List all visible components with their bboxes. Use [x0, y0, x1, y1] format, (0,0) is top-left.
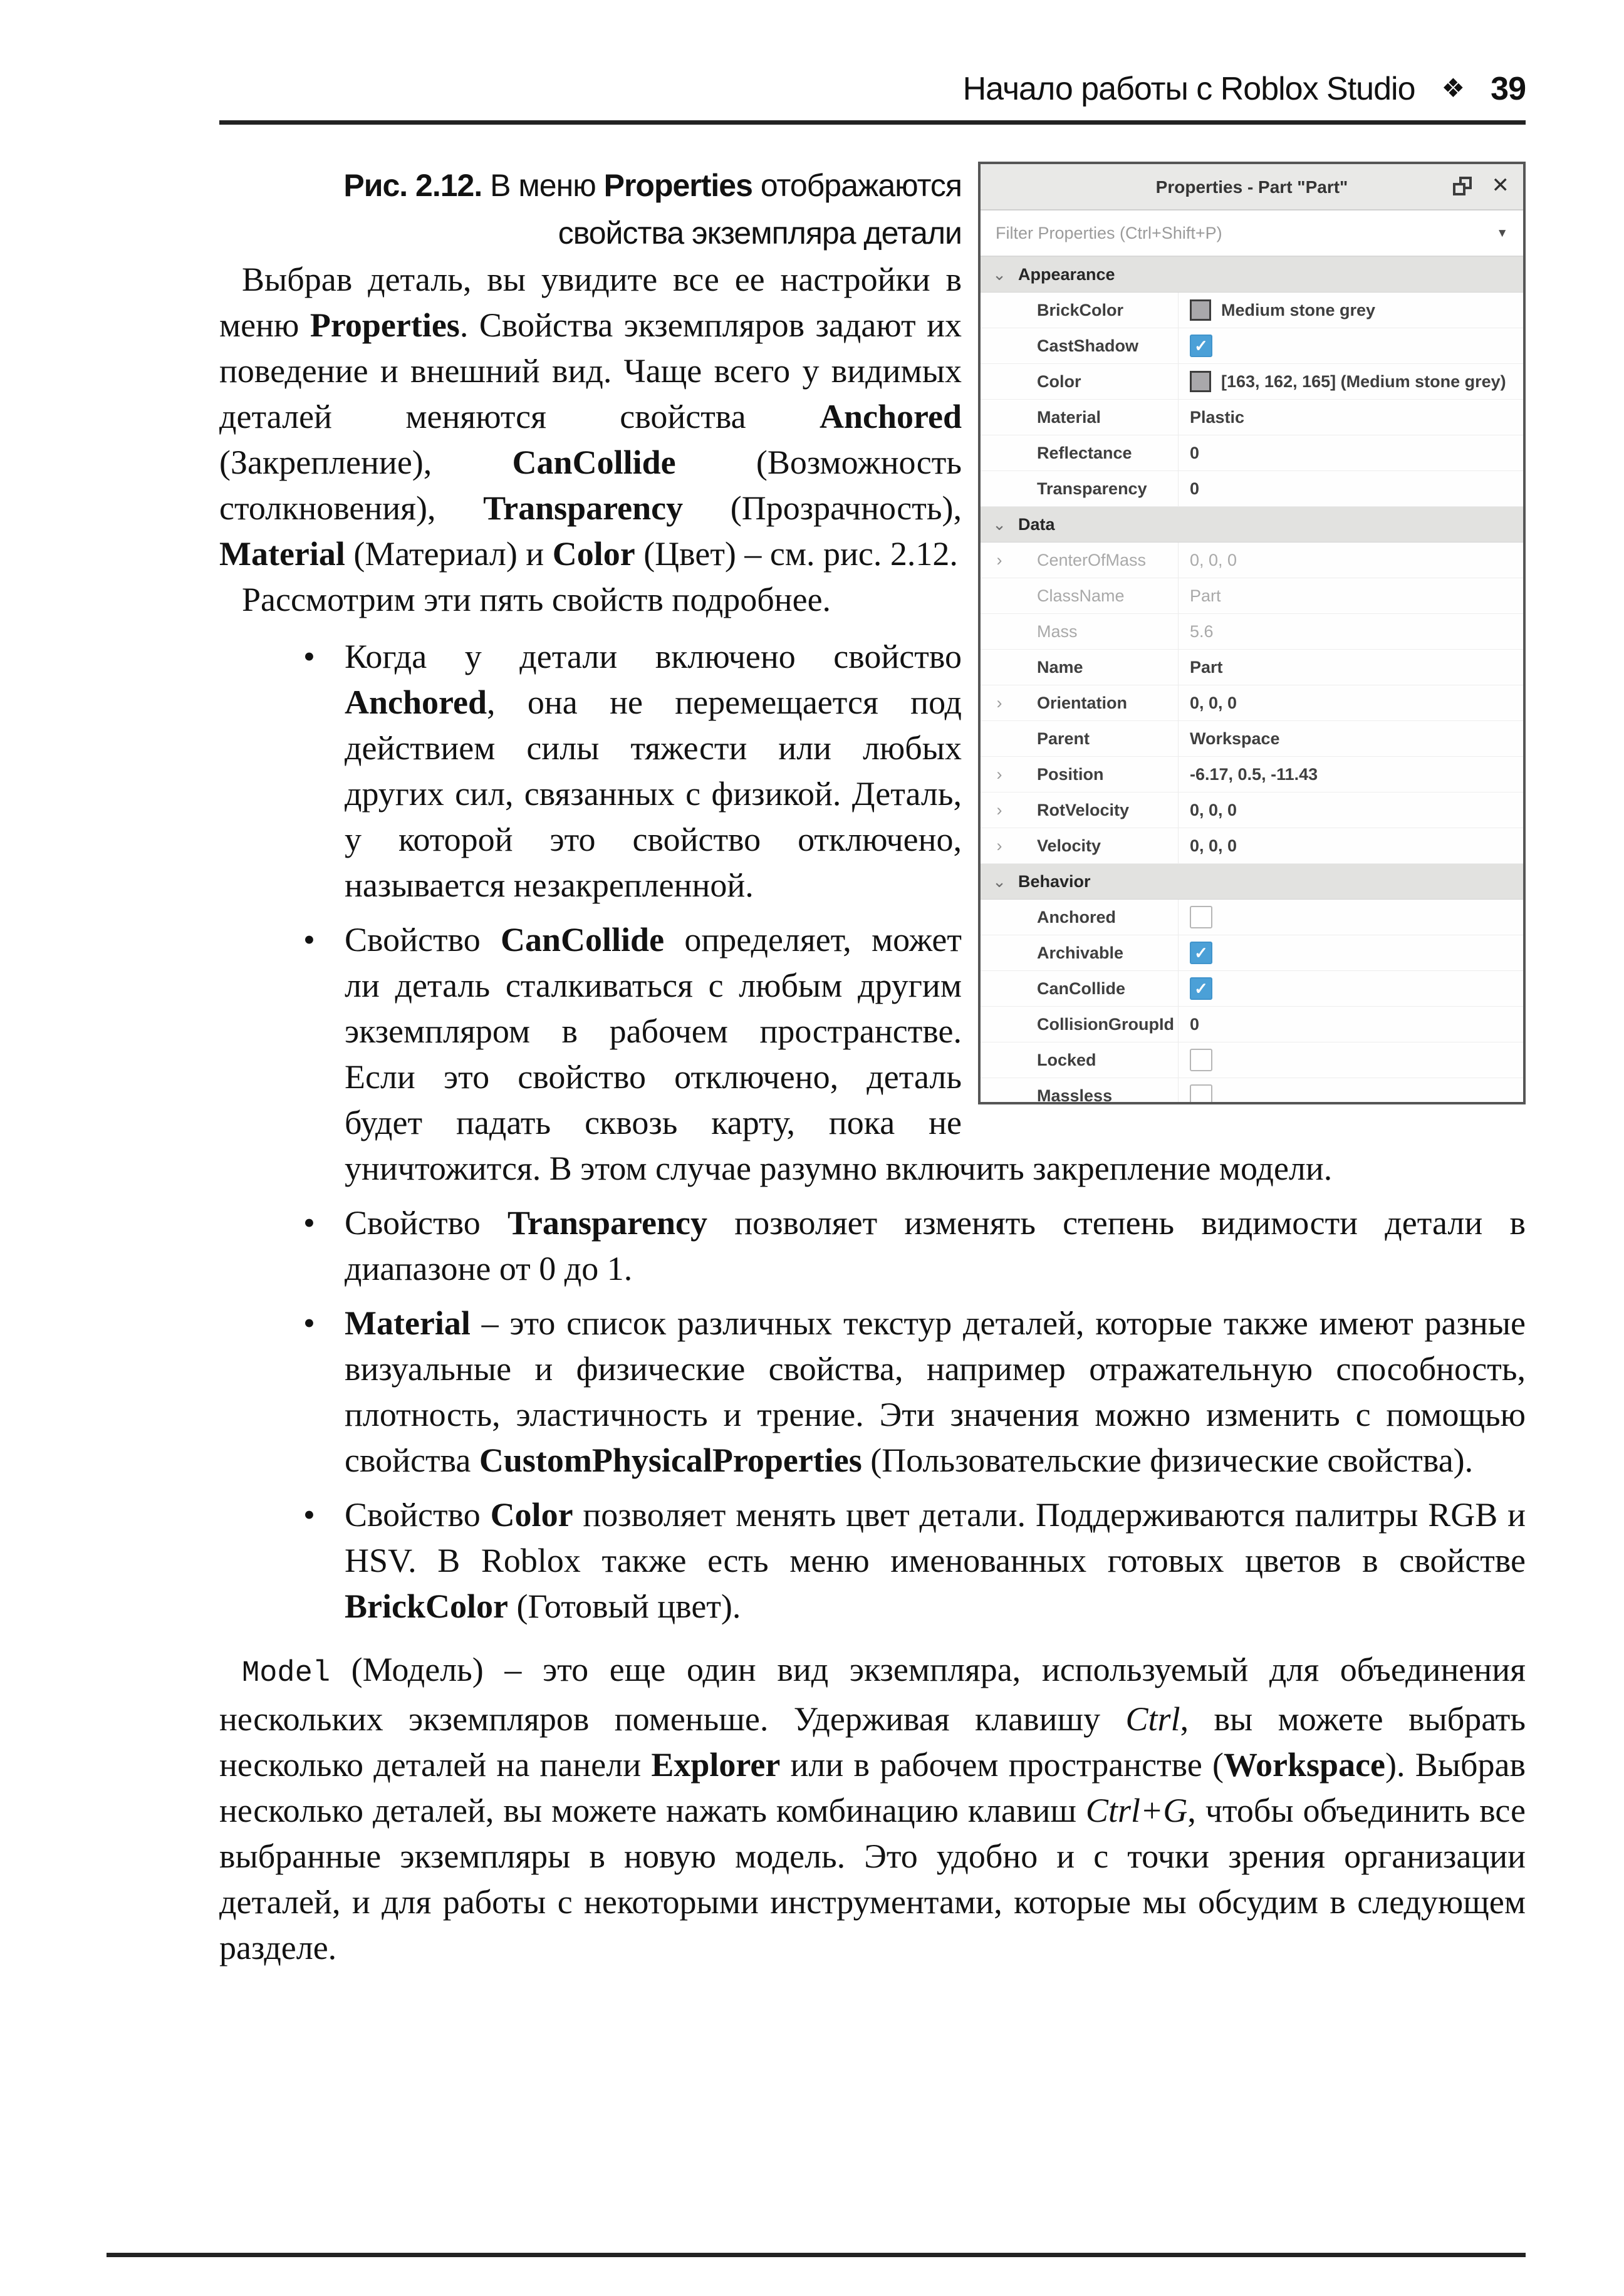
text-segment: , чтобы объединить все выбранные экземпляры в новую модель. Это удобно и с точки зрения организации деталей, и для работы с некоторыми инструментами, которые мы обсудим в следующем разделе.: [219, 1792, 1526, 1966]
text-segment: . Свойства экземпляров задают их поведение и внешний вид. Чаще всего у видимых деталей меняются свойства: [219, 306, 962, 435]
text-segment: (Закрепление),: [219, 444, 513, 481]
text-segment: позволяет изменять степень видимости детали в диапазоне от 0 до 1.: [345, 1204, 1526, 1287]
value-text: Part: [1190, 657, 1223, 677]
property-label: RotVelocity: [1037, 800, 1130, 819]
expand-chevron-icon[interactable]: ›: [996, 550, 1002, 569]
property-label: Transparency: [1037, 479, 1147, 498]
text-segment: , она не перемещается под действием силы тяжести или любых других сил, связанных с физикой. Деталь, у которой это свойство отключено, называется незакрепленной.: [345, 683, 962, 904]
property-label: Velocity: [1037, 836, 1101, 855]
dropdown-arrow-icon[interactable]: ▼: [1496, 226, 1508, 240]
bullet-material: [345, 1301, 1526, 1483]
text-segment: Ctrl+G: [1085, 1792, 1188, 1829]
text-segment: Workspace: [1224, 1746, 1386, 1784]
text-segment: отображаются свойства экземпляра детали: [558, 168, 962, 251]
panel-titlebar: [981, 164, 1523, 210]
property-label: Material: [1037, 407, 1101, 427]
property-label: Orientation: [1037, 693, 1128, 712]
text-segment: позволяет менять цвет детали. Поддерживаются палитры RGB и HSV. В Roblox также есть меню именованных готовых цветов в свойстве: [345, 1496, 1526, 1579]
text-segment: (Пользовательские физические свойства).: [861, 1441, 1474, 1479]
panel-title: Properties - Part "Part": [1155, 177, 1348, 197]
property-label: CastShadow: [1037, 336, 1139, 355]
text-segment: Model: [242, 1657, 331, 1690]
running-head: [219, 70, 1526, 125]
text-segment: (Готовый цвет).: [508, 1587, 741, 1625]
checkbox-checked-icon[interactable]: ✓: [1190, 335, 1212, 357]
text-segment: или в рабочем пространстве (: [780, 1746, 1224, 1784]
footer-rule: [107, 2253, 1526, 2257]
checkbox-checked-icon[interactable]: ✓: [1190, 977, 1212, 1000]
text-segment: – это список различных текстур деталей, которые также имеют разные визуальные и физические свойства, например отражательную способность, плотность, эластичность и трение. Эти значения можно изменить с помощью свойства: [345, 1304, 1526, 1479]
text-segment: Color: [552, 535, 635, 573]
property-value[interactable]: [1178, 543, 1523, 578]
filter-placeholder: Filter Properties (Ctrl+Shift+P): [996, 223, 1222, 242]
text-segment: Ctrl: [1125, 1700, 1180, 1738]
color-swatch[interactable]: [1190, 371, 1211, 392]
property-label: CenterOfMass: [1037, 550, 1147, 569]
text-segment: Anchored: [819, 398, 962, 435]
value-text: [163, 162, 165] (Medium stone grey): [1221, 371, 1506, 391]
float-window-icon[interactable]: [1453, 177, 1472, 195]
property-label: Name: [1037, 657, 1083, 677]
text-segment: Рис. 2.12.: [343, 168, 482, 203]
expand-chevron-icon[interactable]: ›: [996, 800, 1002, 819]
collapse-chevron-icon[interactable]: ⌄: [992, 265, 1006, 284]
property-value[interactable]: [1178, 471, 1523, 506]
text-segment: (Материал) и: [345, 535, 553, 573]
value-text: 0, 0, 0: [1190, 550, 1237, 569]
property-value[interactable]: [1178, 364, 1523, 399]
value-text: 0, 0, 0: [1190, 836, 1237, 855]
property-label: Anchored: [1037, 907, 1116, 927]
text-segment: CustomPhysicalProperties: [479, 1441, 862, 1479]
value-text: 0: [1190, 479, 1200, 498]
text-segment: Properties: [310, 306, 460, 344]
property-value[interactable]: [1178, 293, 1523, 328]
section-name: Data: [1018, 514, 1055, 534]
page-number: 39: [1491, 71, 1526, 107]
property-label: CanCollide: [1037, 979, 1126, 998]
filter-properties-input[interactable]: [981, 210, 1523, 257]
text-segment: Anchored: [345, 683, 487, 721]
bullet-transparency: [345, 1200, 1526, 1292]
property-label: Archivable: [1037, 943, 1124, 962]
collapse-chevron-icon[interactable]: ⌄: [992, 872, 1006, 891]
text-segment: Explorer: [651, 1746, 781, 1784]
value-text: -6.17, 0.5, -11.43: [1190, 764, 1318, 784]
text-segment: Transparency: [483, 489, 684, 527]
text-segment: CanCollide: [501, 921, 665, 958]
value-text: 0: [1190, 1014, 1200, 1034]
section-name: Appearance: [1018, 264, 1115, 284]
property-label: CollisionGroupId: [1037, 1014, 1174, 1034]
property-bullet-list: [219, 634, 1526, 1629]
text-segment: Рассмотрим эти пять свойств подробнее.: [242, 581, 831, 618]
text-segment: Когда у детали включено свойство: [345, 638, 962, 675]
value-text: 0, 0, 0: [1190, 800, 1237, 819]
property-row-transparency[interactable]: [981, 471, 1523, 507]
property-label: Position: [1037, 764, 1104, 784]
property-label: Mass: [1037, 621, 1078, 641]
expand-chevron-icon[interactable]: ›: [996, 764, 1002, 784]
property-label: Locked: [1037, 1050, 1096, 1069]
text-segment: CanCollide: [512, 444, 676, 481]
property-label: Parent: [1037, 729, 1090, 748]
text-segment: определяет, может ли деталь сталкиваться с любым другим экземпляром в рабочем пространстве. Если это свойство отключено, деталь будет падать сквозь карту, пока не уничтожится. В этом случае разумно включить закрепление модели.: [345, 921, 1333, 1187]
paragraph-model: [219, 1647, 1526, 1971]
text-segment: Properties: [603, 168, 752, 203]
text-segment: Transparency: [507, 1204, 707, 1242]
text-segment: Свойство: [345, 1204, 508, 1242]
property-value[interactable]: [1178, 328, 1523, 363]
text-segment: В меню: [482, 168, 604, 203]
chapter-title: Начало работы с Roblox Studio: [962, 71, 1415, 107]
expand-chevron-icon[interactable]: ›: [996, 693, 1002, 712]
value-text: Part: [1190, 586, 1221, 605]
close-icon[interactable]: ✕: [1491, 174, 1509, 197]
text-segment: Выбрав деталь, вы увидите все ее настройки в меню: [219, 261, 962, 344]
property-label: Massless: [1037, 1086, 1113, 1102]
section-name: Behavior: [1018, 871, 1091, 891]
bullet-color: [345, 1492, 1526, 1629]
text-segment: , вы можете выбрать несколько деталей на панели: [219, 1700, 1526, 1784]
text-segment: ). Выбрав несколько деталей, вы можете нажать комбинацию клавиш: [219, 1746, 1526, 1829]
text-segment: Color: [490, 1496, 573, 1534]
checkbox-checked-icon[interactable]: ✓: [1190, 942, 1212, 964]
text-segment: BrickColor: [345, 1587, 508, 1625]
color-swatch[interactable]: [1190, 299, 1211, 321]
value-text: Plastic: [1190, 407, 1245, 427]
page-body: [219, 162, 1526, 1971]
text-segment: (Цвет) – см. рис. 2.12.: [635, 535, 958, 573]
value-text: 0, 0, 0: [1190, 693, 1237, 712]
property-label: Reflectance: [1037, 443, 1132, 462]
value-text: 5.6: [1190, 621, 1214, 641]
text-segment: (Прозрачность),: [683, 489, 962, 527]
float-window-icon-front: [1453, 183, 1465, 195]
property-label: Color: [1037, 371, 1081, 391]
value-text: Medium stone grey: [1221, 300, 1376, 319]
bullet-anchored: [345, 634, 1526, 908]
bullet-cancollide: [345, 917, 1526, 1192]
diamond-icon: ❖: [1441, 73, 1465, 103]
property-label: ClassName: [1037, 586, 1125, 605]
property-value[interactable]: [1178, 435, 1523, 470]
value-text: Workspace: [1190, 729, 1280, 748]
property-value[interactable]: [1178, 578, 1523, 613]
expand-chevron-icon[interactable]: ›: [996, 836, 1002, 855]
text-segment: Material: [345, 1304, 471, 1342]
value-text: 0: [1190, 443, 1200, 462]
property-label: BrickColor: [1037, 300, 1124, 319]
text-segment: (Модель) – это еще один вид экземпляра, используемый для объединения нескольких экземпляров поменьше. Удерживая клавишу: [219, 1651, 1526, 1738]
text-segment: (Возможность столкновения),: [219, 444, 962, 527]
text-segment: Свойство: [345, 921, 501, 958]
collapse-chevron-icon[interactable]: ⌄: [992, 515, 1006, 534]
text-segment: Свойство: [345, 1496, 491, 1534]
property-value[interactable]: [1178, 400, 1523, 435]
text-segment: Material: [219, 535, 345, 573]
